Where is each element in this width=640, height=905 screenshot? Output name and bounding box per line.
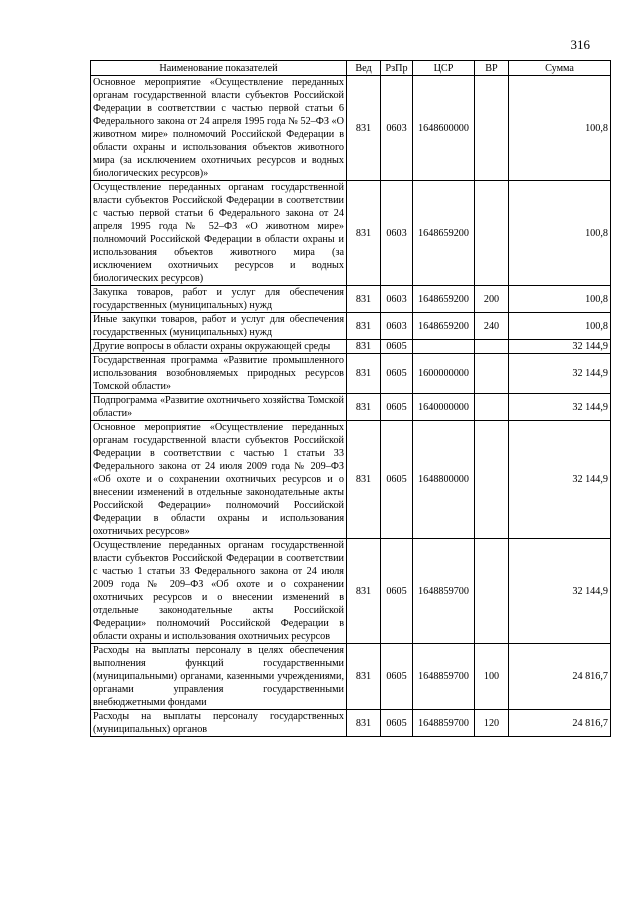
header-csr: ЦСР <box>413 61 475 76</box>
row-csr: 1648859700 <box>413 710 475 737</box>
table-row <box>91 394 611 421</box>
table-row <box>91 421 611 539</box>
row-vr <box>475 340 509 354</box>
header-vr: ВР <box>475 61 509 76</box>
row-ved: 831 <box>347 340 381 354</box>
row-rzpr: 0605 <box>381 710 413 737</box>
table-row <box>91 313 611 340</box>
table-row <box>91 539 611 644</box>
row-rzpr: 0603 <box>381 76 413 181</box>
row-sum: 32 144,9 <box>509 421 611 539</box>
row-csr: 1648659200 <box>413 286 475 313</box>
row-rzpr: 0605 <box>381 539 413 644</box>
row-sum: 32 144,9 <box>509 340 611 354</box>
row-vr <box>475 181 509 286</box>
row-vr: 100 <box>475 644 509 710</box>
table-row <box>91 181 611 286</box>
page-number: 316 <box>570 37 590 52</box>
row-vr: 240 <box>475 313 509 340</box>
row-rzpr: 0605 <box>381 340 413 354</box>
table-header-row <box>91 61 611 76</box>
row-ved: 831 <box>347 710 381 737</box>
row-sum: 24 816,7 <box>509 644 611 710</box>
table-row <box>91 710 611 737</box>
row-name: Осуществление переданных органам государственной власти субъектов Российской Федерации в соответствии с частью 1 статьи 33 Федерального закона от 24 июля 2009 года № 209–ФЗ «Об охоте и о сохранении охотничьих ресурсов и о внесении изменений в отдельные законодательные акты Российской Федерации» полномочий Российской Федерации в области охраны и использования охотничьих ресурсов <box>91 539 347 644</box>
row-sum: 100,8 <box>509 286 611 313</box>
row-vr <box>475 421 509 539</box>
row-csr: 1648800000 <box>413 421 475 539</box>
row-csr: 1648659200 <box>413 181 475 286</box>
row-name: Подпрограмма «Развитие охотничьего хозяйства Томской области» <box>91 394 347 421</box>
table-row <box>91 340 611 354</box>
row-sum: 32 144,9 <box>509 539 611 644</box>
row-name: Основное мероприятие «Осуществление переданных органам государственной власти субъектов Российской Федерации в соответствии с частью 1 статьи 33 Федерального закона от 24 июля 2009 года № 209–ФЗ «Об охоте и о сохранении охотничьих ресурсов и о внесении изменений в отдельные законодательные акты Российской Федерации» полномочий Российской Федерации в области охраны и использования охотничьих ресурсов» <box>91 421 347 539</box>
row-sum: 100,8 <box>509 76 611 181</box>
row-vr: 120 <box>475 710 509 737</box>
header-rzpr: РзПр <box>381 61 413 76</box>
row-ved: 831 <box>347 76 381 181</box>
row-rzpr: 0605 <box>381 354 413 394</box>
row-sum: 100,8 <box>509 181 611 286</box>
row-vr <box>475 76 509 181</box>
row-csr: 1640000000 <box>413 394 475 421</box>
budget-table <box>90 60 611 737</box>
row-rzpr: 0603 <box>381 181 413 286</box>
row-ved: 831 <box>347 354 381 394</box>
row-csr: 1648659200 <box>413 313 475 340</box>
row-ved: 831 <box>347 181 381 286</box>
row-vr: 200 <box>475 286 509 313</box>
row-vr <box>475 354 509 394</box>
row-name: Другие вопросы в области охраны окружающей среды <box>91 340 347 354</box>
row-csr: 1648859700 <box>413 644 475 710</box>
row-ved: 831 <box>347 539 381 644</box>
row-rzpr: 0605 <box>381 394 413 421</box>
row-rzpr: 0603 <box>381 286 413 313</box>
row-ved: 831 <box>347 644 381 710</box>
row-sum: 32 144,9 <box>509 394 611 421</box>
row-name: Государственная программа «Развитие промышленного использования возобновляемых природных ресурсов Томской области» <box>91 354 347 394</box>
row-sum: 100,8 <box>509 313 611 340</box>
header-name: Наименование показателей <box>91 61 347 76</box>
row-ved: 831 <box>347 394 381 421</box>
table-row <box>91 286 611 313</box>
row-csr: 1648859700 <box>413 539 475 644</box>
row-rzpr: 0605 <box>381 644 413 710</box>
row-rzpr: 0605 <box>381 421 413 539</box>
row-name: Расходы на выплаты персоналу государственных (муниципальных) органов <box>91 710 347 737</box>
row-vr <box>475 539 509 644</box>
row-name: Основное мероприятие «Осуществление переданных органам государственной власти субъектов Российской Федерации в соответствии с частью первой статьи 6 Федерального закона от 24 апреля 1995 года № 52–ФЗ «О животном мире» полномочий Российской Федерации в области охраны и использования объектов животного мира (за исключением охотничьих ресурсов и водных биологических ресурсов)» <box>91 76 347 181</box>
row-name: Расходы на выплаты персоналу в целях обеспечения выполнения функций государственными (муниципальными) органами, казенными учреждениями, органами управления государственными внебюджетными фондами <box>91 644 347 710</box>
row-name: Закупка товаров, работ и услуг для обеспечения государственных (муниципальных) нужд <box>91 286 347 313</box>
row-name: Осуществление переданных органам государственной власти субъектов Российской Федерации в соответствии с частью первой статьи 6 Федерального закона от 24 апреля 1995 года № 52–ФЗ «О животном мире» полномочий Российской Федерации в области охраны и использования объектов животного мира (за исключением охотничьих ресурсов и водных биологических ресурсов) <box>91 181 347 286</box>
row-ved: 831 <box>347 313 381 340</box>
row-vr <box>475 394 509 421</box>
table-row <box>91 644 611 710</box>
row-rzpr: 0603 <box>381 313 413 340</box>
row-csr: 1648600000 <box>413 76 475 181</box>
row-csr <box>413 340 475 354</box>
header-ved: Вед <box>347 61 381 76</box>
row-name: Иные закупки товаров, работ и услуг для обеспечения государственных (муниципальных) нужд <box>91 313 347 340</box>
table-row <box>91 354 611 394</box>
row-sum: 32 144,9 <box>509 354 611 394</box>
header-sum: Сумма <box>509 61 611 76</box>
row-ved: 831 <box>347 286 381 313</box>
row-ved: 831 <box>347 421 381 539</box>
row-sum: 24 816,7 <box>509 710 611 737</box>
row-csr: 1600000000 <box>413 354 475 394</box>
table-row <box>91 76 611 181</box>
